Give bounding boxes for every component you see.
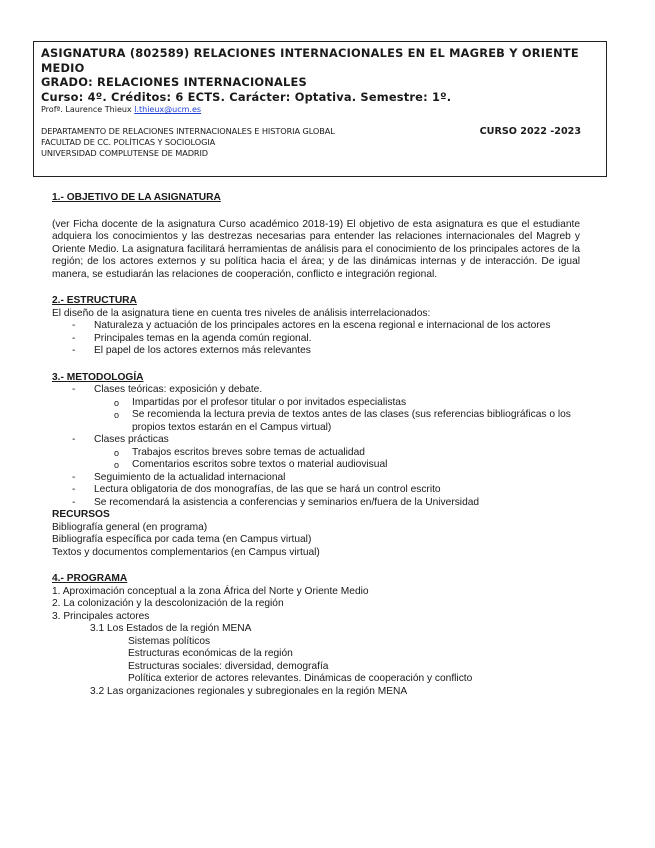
list-item: - El papel de los actores externos más relevantes bbox=[88, 345, 580, 358]
section-title-objetivo: 1.- OBJETIVO DE LA ASIGNATURA bbox=[52, 192, 221, 203]
professor-name: Profª. Laurence Thieux bbox=[41, 105, 132, 114]
faculty-name: FACULTAD DE CC. POLÍTICAS Y SOCIOLOGIA bbox=[41, 137, 216, 147]
list-item: - Se recomendará la asistencia a conferencias y seminarios en/fuera de la Universidad bbox=[88, 497, 580, 510]
programa-item-3: 3. Principales actores bbox=[52, 610, 150, 622]
estructura-intro: El diseño de la asignatura tiene en cuenta tres niveles de análisis interrelacionados: bbox=[52, 307, 431, 319]
list-item: - Lectura obligatoria de dos monografías, de las que se hará un control escrito bbox=[88, 484, 580, 497]
list-item: o Trabajos escritos breves sobre temas de actualidad bbox=[126, 447, 580, 460]
objetivo-text: (ver Ficha docente de la asignatura Curso académico 2018-19) El objetivo de esta asignatura es que el estudiante adquiera los conocimientos y las destrezas necesarias para entender las relaciones internacionales del Magreb y Oriente Medio. La asignatura facilitará herramientas de análisis para el conocimiento de los principales actores de la región; de los actores externos y su política hacia el área; y de las dinámicas internas y de interacción. De igual manera, se estudiarán las relaciones de cooperación, conflicto e integración regional. bbox=[52, 218, 580, 280]
list-item: - Seguimiento de la actualidad internacional bbox=[88, 472, 580, 485]
course-title-continued: MEDIO bbox=[41, 60, 85, 75]
professor-line bbox=[41, 104, 599, 115]
programa-sub-3-1-item: Política exterior de actores relevantes. Dinámicas de cooperación y conflicto bbox=[128, 673, 473, 684]
list-item: o Se recomienda la lectura previa de textos antes de las clases (sus referencias bibliográficas o los propios textos estarán en el Campus virtual) bbox=[126, 409, 580, 434]
list-item: o Impartidas por el profesor titular o por invitados especialistas bbox=[126, 397, 580, 410]
clases-practicas-label: Clases prácticas bbox=[94, 434, 169, 445]
list-item: - Naturaleza y actuación de los principales actores en la escena regional e internacional de los actores bbox=[88, 320, 580, 333]
recursos-item: Bibliografía general (en programa) bbox=[52, 521, 208, 533]
department-name: DEPARTAMENTO DE RELACIONES INTERNACIONALES E HISTORIA GLOBAL bbox=[41, 126, 335, 136]
list-item: o Comentarios escritos sobre textos o material audiovisual bbox=[126, 459, 580, 472]
section-title-recursos: RECURSOS bbox=[52, 509, 110, 520]
course-year: CURSO 2022 -2023 bbox=[479, 126, 581, 137]
course-header-box bbox=[33, 41, 607, 177]
practicas-sublist bbox=[94, 447, 580, 472]
programa-item-1: 1. Aproximación conceptual a la zona África del Norte y Oriente Medio bbox=[52, 585, 369, 597]
metodologia-list bbox=[52, 384, 580, 509]
programa-item-2: 2. La colonización y la descolonización de la región bbox=[52, 598, 284, 609]
programa-sub-3-1-item: Estructuras económicas de la región bbox=[128, 648, 293, 659]
section-title-programa: 4.- PROGRAMA bbox=[52, 573, 128, 584]
university-name: UNIVERSIDAD COMPLUTENSE DE MADRID bbox=[41, 148, 209, 158]
programa-sub-3-1-item: Sistemas políticos bbox=[128, 635, 211, 647]
section-title-estructura: 2.- ESTRUCTURA bbox=[52, 295, 137, 306]
list-item bbox=[88, 434, 580, 472]
course-details-line: Curso: 4º. Créditos: 6 ECTS. Carácter: Optativa. Semestre: 1º. bbox=[41, 89, 452, 104]
section-title-metodologia: 3.- METODOLOGÍA bbox=[52, 371, 144, 383]
programa-sub-3-1-item: Estructuras sociales: diversidad, demografía bbox=[128, 660, 329, 672]
programa-sub-3-1: 3.1 Los Estados de la región MENA bbox=[90, 623, 252, 634]
degree-line: GRADO: RELACIONES INTERNACIONALES bbox=[41, 75, 307, 89]
list-item: - Principales temas en la agenda común regional. bbox=[88, 333, 580, 346]
clases-teoricas-label: Clases teóricas: exposición y debate. bbox=[94, 384, 263, 395]
course-title: ASIGNATURA (802589) RELACIONES INTERNACIONALES EN EL MAGREB Y ORIENTE bbox=[41, 46, 579, 60]
teoricas-sublist bbox=[94, 397, 580, 435]
professor-email-link[interactable]: l.thieux@ucm.es bbox=[134, 105, 202, 114]
document-body bbox=[52, 192, 580, 698]
programa-sub-3-2: 3.2 Las organizaciones regionales y subregionales en la región MENA bbox=[90, 685, 408, 697]
recursos-item: Bibliografía específica por cada tema (en Campus virtual) bbox=[52, 534, 312, 545]
department-row bbox=[41, 126, 599, 137]
estructura-list bbox=[52, 320, 580, 358]
recursos-item: Textos y documentos complementarios (en Campus virtual) bbox=[52, 546, 320, 558]
list-item bbox=[88, 384, 580, 434]
